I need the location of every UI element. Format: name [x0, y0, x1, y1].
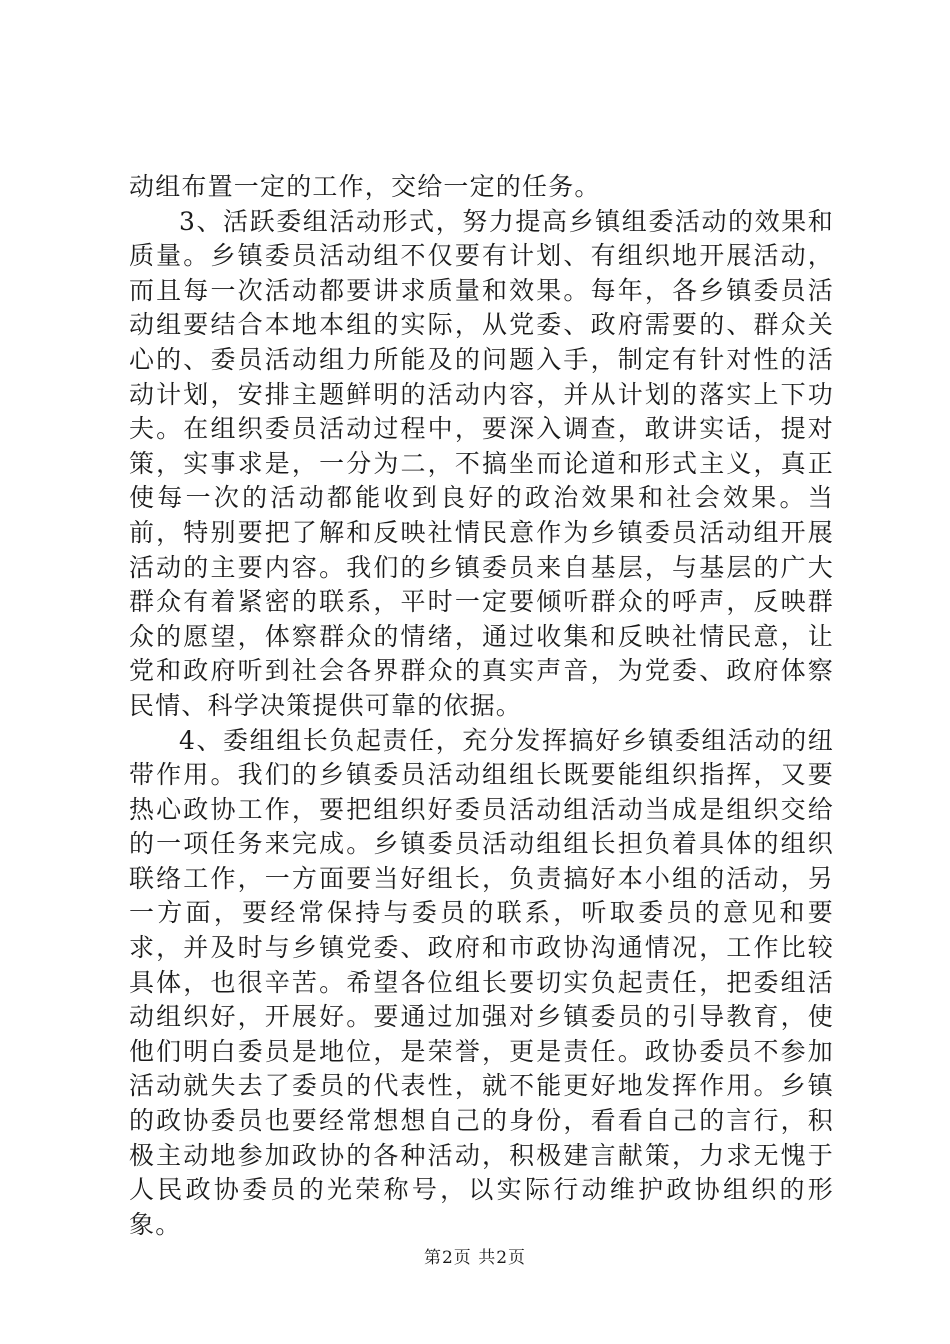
paragraph-continuation: 动组布置一定的工作，交给一定的任务。 — [129, 172, 601, 201]
paragraph-item-4: 4、委组组长负起责任，充分发挥搞好乡镇委组活动的纽带作用。我们的乡镇委员活动组组长既要能组织指挥，又要热心政协工作，要把组织好委员活动组活动当成是组织交给的一项任务来完成。乡镇委员活动组组长担负着具体的组织联络工作，一方面要当好组长，负责搞好本小组的活动，另一方面，要经常保持与委员的联系，听取委员的意见和要求，并及时与乡镇党委、政府和市政协沟通情况，工作比较具体，也很辛苦。希望各位组长要切实负起责任，把委组活动组织好，开展好。要通过加强对乡镇委员的引导教育，使他们明白委员是地位，是荣誉，更是责任。政协委员不参加活动就失去了委员的代表性，就不能更好地发挥作用。乡镇的政协委员也要经常想想自己的身份，看看自己的言行，积极主动地参加政协的各种活动，积极建言献策，力求无愧于人民政协委员的光荣称号，以实际行动维护政协组织的形象。 — [129, 725, 834, 1239]
document-body — [129, 170, 834, 1242]
page-number-footer: 第2页 共2页 — [423, 1248, 527, 1268]
paragraph-item-3: 3、活跃委组活动形式，努力提高乡镇组委活动的效果和质量。乡镇委员活动组不仅要有计划、有组织地开展活动，而且每一次活动都要讲求质量和效果。每年，各乡镇委员活动组要结合本地本组的实际，从党委、政府需要的、群众关心的、委员活动组力所能及的问题入手，制定有针对性的活动计划，安排主题鲜明的活动内容，并从计划的落实上下功夫。在组织委员活动过程中，要深入调查，敢讲实话，提对策，实事求是，一分为二，不搞坐而论道和形式主义，真正使每一次的活动都能收到良好的政治效果和社会效果。当前，特别要把了解和反映社情民意作为乡镇委员活动组开展活动的主要内容。我们的乡镇委员来自基层，与基层的广大群众有着紧密的联系，平时一定要倾听群众的呼声，反映群众的愿望，体察群众的情绪，通过收集和反映社情民意，让党和政府听到社会各界群众的真实声音，为党委、政府体察民情、科学决策提供可靠的依据。 — [129, 206, 834, 720]
